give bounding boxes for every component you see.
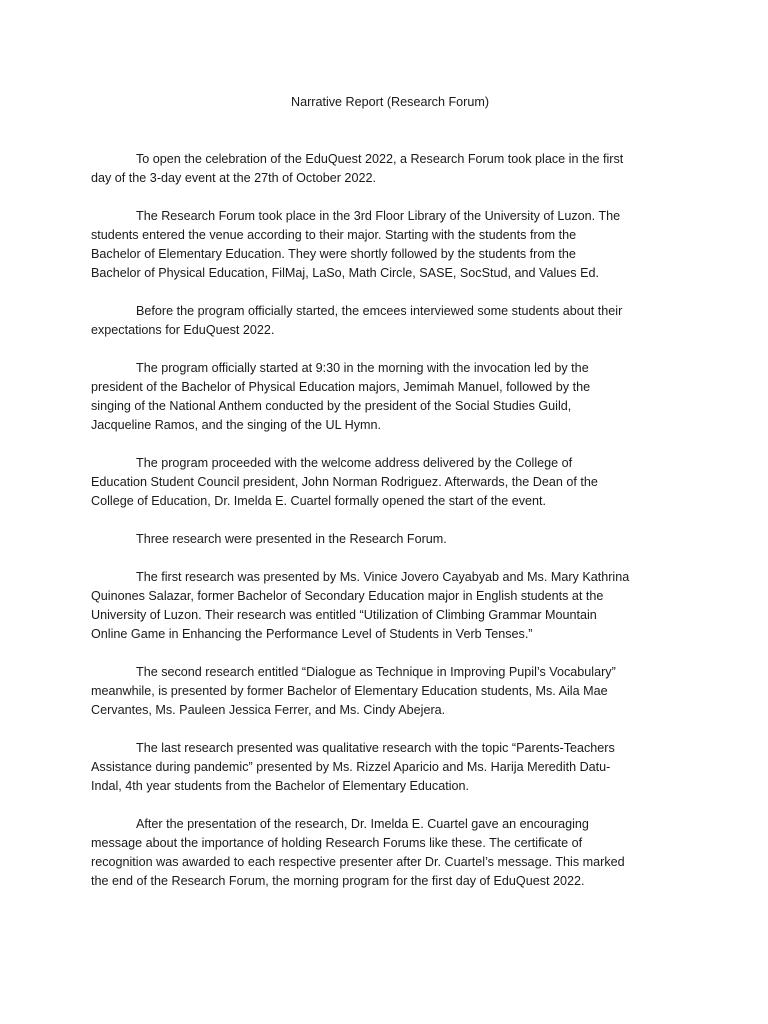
paragraph-line: The last research presented was qualitative research with the topic “Parents-Teachers (136, 741, 615, 755)
paragraph-line: The second research entitled “Dialogue as Technique in Improving Pupil’s Vocabulary” (136, 665, 616, 679)
paragraph-line: Quinones Salazar, former Bachelor of Secondary Education major in English students at the (91, 589, 604, 603)
paragraph (91, 150, 681, 188)
document-title: Narrative Report (Research Forum) (290, 95, 490, 109)
paragraph-line: The Research Forum took place in the 3rd Floor Library of the University of Luzon. The (136, 209, 621, 223)
paragraph-line: the end of the Research Forum, the morning program for the first day of EduQuest 2022. (91, 874, 585, 888)
paragraph-line: To open the celebration of the EduQuest 2022, a Research Forum took place in the first (136, 152, 624, 166)
paragraph-line: Bachelor of Elementary Education. They were shortly followed by the students from the (91, 247, 576, 261)
paragraph-line: The program officially started at 9:30 in the morning with the invocation led by the (136, 361, 589, 375)
paragraph-line: Education Student Council president, John Norman Rodriguez. Afterwards, the Dean of the (91, 475, 598, 489)
paragraph-line: meanwhile, is presented by former Bachelor of Elementary Education students, Ms. Aila Mae (91, 684, 608, 698)
paragraph-line: The first research was presented by Ms. Vinice Jovero Cayabyab and Ms. Mary Kathrina (136, 570, 630, 584)
paragraph-line: Assistance during pandemic” presented by Ms. Rizzel Aparicio and Ms. Harija Meredith Datu- (91, 760, 611, 774)
paragraph (91, 454, 681, 511)
paragraph-line: Indal, 4th year students from the Bachelor of Elementary Education. (91, 779, 470, 793)
paragraph (91, 530, 681, 549)
paragraph-line: Online Game in Enhancing the Performance Level of Students in Verb Tenses.” (91, 627, 533, 641)
paragraph (91, 359, 681, 435)
paragraph (91, 302, 681, 340)
paragraph-line: Three research were presented in the Research Forum. (136, 532, 447, 546)
paragraph-line: Before the program officially started, the emcees interviewed some students about their (136, 304, 623, 318)
paragraph-line: University of Luzon. Their research was entitled “Utilization of Climbing Grammar Mountain (91, 608, 597, 622)
paragraph-line: expectations for EduQuest 2022. (91, 323, 275, 337)
paragraph (91, 739, 681, 796)
paragraph-line: recognition was awarded to each respective presenter after Dr. Cuartel’s message. This marked (91, 855, 625, 869)
document-page (91, 93, 681, 910)
paragraph-line: message about the importance of holding Research Forums like these. The certificate of (91, 836, 583, 850)
paragraph-line: singing of the National Anthem conducted by the president of the Social Studies Guild, (91, 399, 572, 413)
paragraph (91, 568, 681, 644)
paragraph-line: Jacqueline Ramos, and the singing of the UL Hymn. (91, 418, 382, 432)
paragraph-line: The program proceeded with the welcome address delivered by the College of (136, 456, 573, 470)
paragraph-line: After the presentation of the research, Dr. Imelda E. Cuartel gave an encouraging (136, 817, 589, 831)
paragraph (91, 815, 681, 891)
paragraph-line: president of the Bachelor of Physical Education majors, Jemimah Manuel, followed by the (91, 380, 591, 394)
paragraph-line: day of the 3-day event at the 27th of October 2022. (91, 171, 376, 185)
paragraph-line: students entered the venue according to their major. Starting with the students from the (91, 228, 577, 242)
paragraph-line: Bachelor of Physical Education, FilMaj, LaSo, Math Circle, SASE, SocStud, and Values Ed. (91, 266, 599, 280)
paragraph (91, 663, 681, 720)
document-body (91, 150, 681, 891)
paragraph (91, 207, 681, 283)
paragraph-line: College of Education, Dr. Imelda E. Cuartel formally opened the start of the event. (91, 494, 547, 508)
paragraph-line: Cervantes, Ms. Pauleen Jessica Ferrer, and Ms. Cindy Abejera. (91, 703, 446, 717)
